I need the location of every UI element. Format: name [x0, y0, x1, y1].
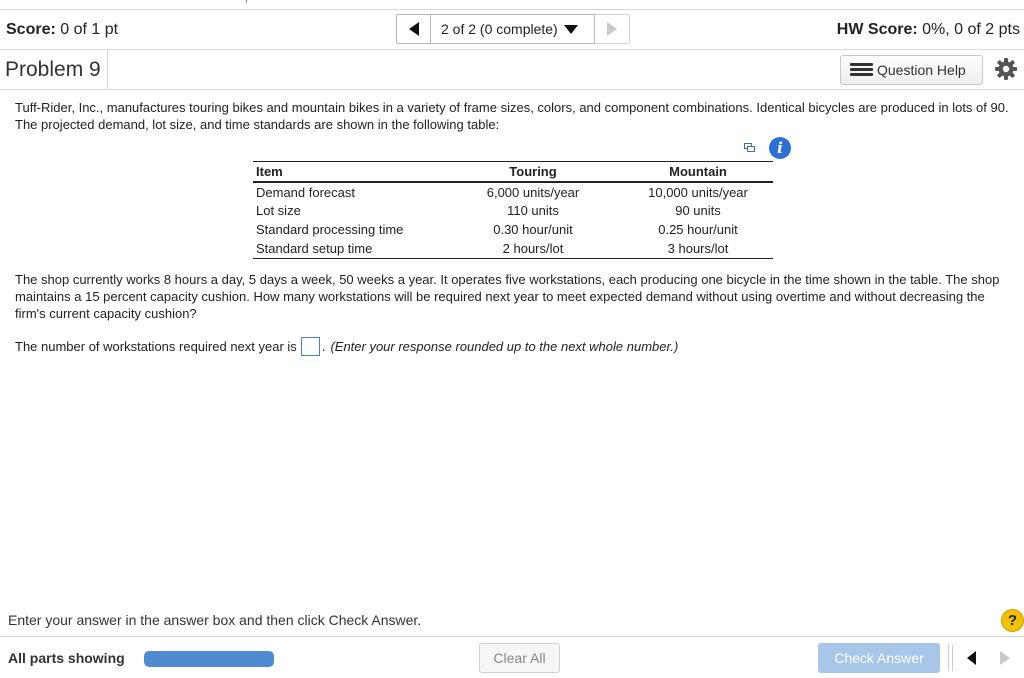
table-cell: 10,000 units/year	[648, 184, 748, 200]
question-select[interactable]	[431, 14, 595, 44]
table-cell: Standard processing time	[256, 222, 404, 237]
table-cell: 3 hours/lot	[623, 239, 773, 258]
question-help-button[interactable]	[840, 55, 983, 85]
table-cell: Demand forecast	[256, 184, 355, 200]
footer-next-button[interactable]	[990, 645, 1020, 671]
answer-hint: (Enter your response rounded up to the next whole number.)	[330, 339, 679, 354]
footer-previous-button[interactable]	[956, 645, 986, 671]
progress-bar	[144, 651, 274, 667]
answer-prefix: The number of workstations required next year is	[15, 339, 297, 354]
table-cell: Standard setup time	[253, 239, 443, 258]
arrow-left-icon	[967, 651, 976, 665]
score-label: Score:	[6, 21, 56, 38]
instruction-text: Enter your answer in the answer box and then click Check Answer.	[8, 612, 422, 628]
hw-score-label: HW Score:	[836, 21, 918, 38]
clear-all-button[interactable]: Clear All	[479, 643, 560, 673]
divider	[952, 645, 953, 671]
answer-input[interactable]	[301, 337, 320, 356]
table-cell: 6,000 units/year	[486, 184, 580, 200]
hw-score-value: 0%, 0 of 2 pts	[922, 21, 1020, 38]
next-question-button[interactable]	[595, 14, 630, 44]
divider	[948, 645, 949, 671]
question-navigator	[396, 14, 630, 44]
score-value: 0 of 1 pt	[60, 21, 119, 38]
arrow-right-icon	[1000, 651, 1010, 665]
problem-bar	[0, 50, 1024, 90]
table-row	[253, 201, 773, 220]
arrow-left-icon	[409, 22, 419, 36]
table-tools	[742, 137, 792, 159]
copy-icon[interactable]	[744, 143, 755, 152]
column-header-mountain: Mountain	[623, 162, 773, 183]
table-header-row	[253, 162, 773, 183]
caret-down-icon	[564, 25, 578, 34]
table-cell: 90 units	[675, 203, 721, 218]
list-icon	[850, 63, 873, 77]
question-body: The shop currently works 8 hours a day, 5 days a week, 50 weeks a year. It operates five workstations, each producing one bicycle in the time shown in the table. The shop maintains a 15 percent capacity cushion. How many workstations will be required next year to meet expected demand without using overtime and without decreasing the firm's current capacity cushion?	[15, 272, 1000, 321]
question-intro: Tuff-Rider, Inc., manufactures touring bikes and mountain bikes in a variety of frame sizes, colors, and component combinations. Identical bicycles are produced in lots of 90. The projected demand, lot size, and time standards are shown in the following table:	[15, 100, 1009, 132]
gear-icon[interactable]	[994, 57, 1018, 81]
table-cell: 0.30 hour/unit	[493, 222, 573, 237]
question-help-label: Question Help	[877, 62, 966, 78]
previous-question-button[interactable]	[396, 14, 431, 44]
table-cell: 2 hours/lot	[443, 239, 623, 258]
data-table	[253, 161, 773, 259]
table-row	[253, 239, 773, 258]
score	[6, 21, 118, 39]
problem-title: Problem 9	[0, 50, 108, 89]
footer-bar	[0, 636, 1024, 678]
table-row	[253, 182, 773, 201]
table-cell: 0.25 hour/unit	[658, 222, 738, 237]
hw-score	[837, 21, 1020, 39]
table-cell: Lot size	[256, 203, 301, 218]
question-select-label: 2 of 2 (0 complete)	[441, 21, 558, 37]
score-bar	[0, 10, 1024, 50]
help-icon[interactable]: ?	[1001, 609, 1024, 632]
all-parts-label: All parts showing	[8, 650, 125, 666]
info-icon[interactable]: i	[769, 137, 791, 159]
check-answer-button[interactable]: Check Answer	[818, 643, 940, 673]
column-header-item: Item	[253, 162, 443, 183]
column-header-touring: Touring	[443, 162, 623, 183]
top-tick	[246, 0, 247, 3]
table-cell: 110 units	[507, 203, 559, 218]
answer-line	[15, 337, 678, 356]
arrow-right-icon	[607, 22, 617, 36]
table-row	[253, 220, 773, 239]
answer-suffix: .	[321, 339, 326, 354]
